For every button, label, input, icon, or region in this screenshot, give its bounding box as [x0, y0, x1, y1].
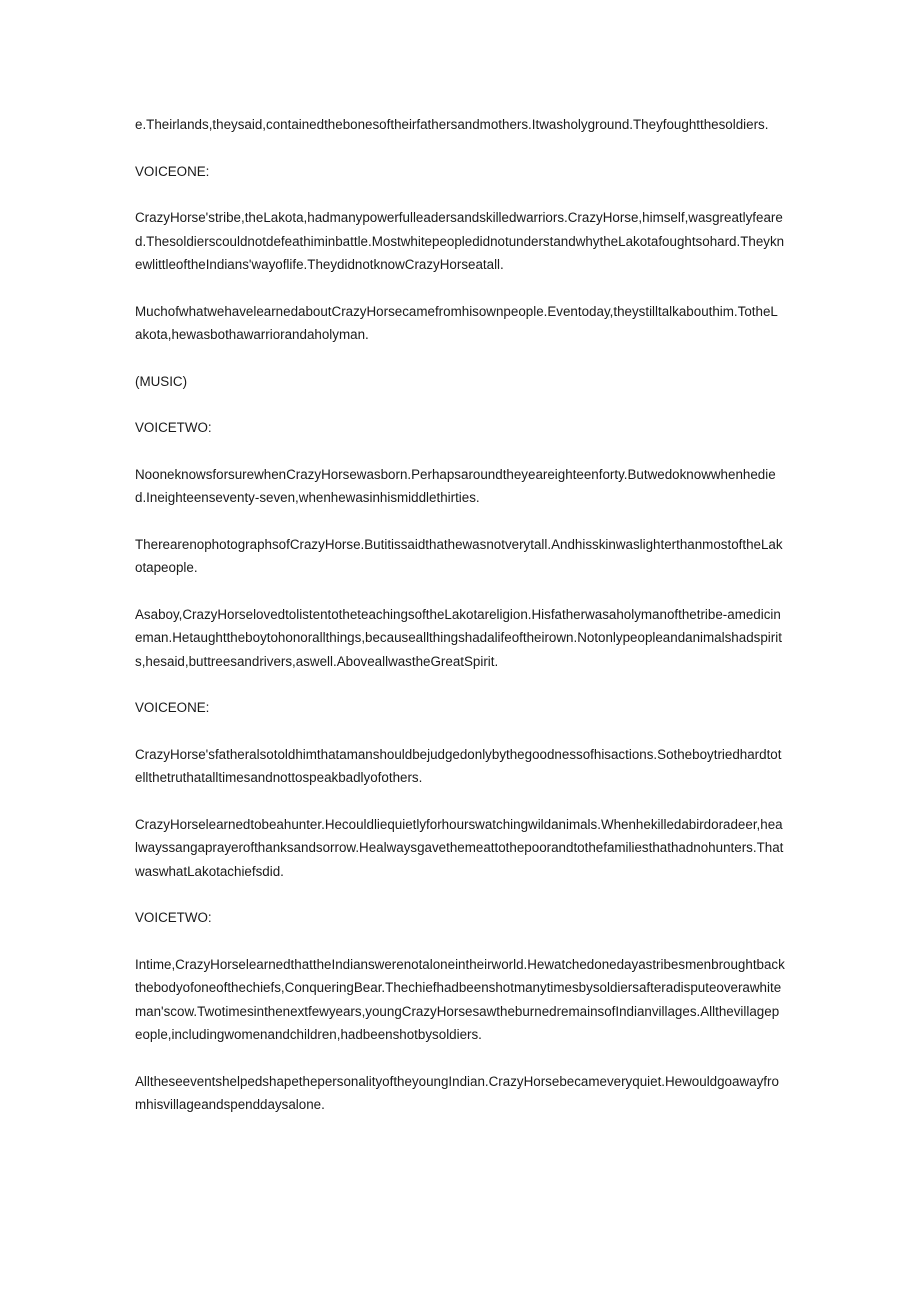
- paragraph-birth: NooneknowsforsurewhenCrazyHorsewasborn.Perhapsaroundtheyeareighteenforty.Butwedoknowwhenhedied.Ineighteenseventy-seven,whenhewasinhismiddlethirties.: [135, 466, 776, 506]
- paragraph-hunter: CrazyHorselearnedtobeahunter.Hecouldliequietlyforhourswatchingwildanimals.Whenhekilledabirdoradeer,healwayssangaprayerofthanksandsorrow.Healwaysgavethemeattothepoorandtothefamiliesthathadnohunters.ThatwaswhatLakotachiefsdid.: [135, 816, 784, 879]
- paragraph-appearance: TherearenophotographsofCrazyHorse.Butitissaidthathewasnotverytall.AndhisskinwaslighterthanmostoftheLakotapeople.: [135, 536, 783, 576]
- paragraph-father-teaching: CrazyHorse'sfatheralsotoldhimthatamanshouldbejudgedonlybythegoodnessofhisactions.Sotheboytriedhardtotellthetruthatalltimesandnottospeakbadlyofothers.: [135, 746, 782, 786]
- paragraph-personality: AlltheseeventshelpedshapethepersonalityoftheyoungIndian.CrazyHorsebecameveryquiet.Hewouldgoawayfromhisvillageandspenddaysalone.: [135, 1073, 779, 1112]
- music-cue: (MUSIC): [135, 373, 188, 389]
- paragraph-opening: e.Theirlands,theysaid,containedthebonesoftheirfathersandmothers.Itwasholyground.Theyfoughtthesoldiers.: [135, 117, 769, 132]
- speaker-label-voice-one: VOICEONE:: [135, 700, 210, 716]
- speaker-label-voice-one: VOICEONE:: [135, 163, 210, 179]
- paragraph-own-people: MuchofwhatwehavelearnedaboutCrazyHorsecamefromhisownpeople.Eventoday,theystilltalkabouthim.TotheLakota,hewasbothawarriorandaholyman.: [135, 303, 778, 342]
- paragraph-not-alone: Intime,CrazyHorselearnedthattheIndianswerenotaloneintheirworld.Hewatchedonedayastribesmenbroughtbackthebodyofoneofthechiefs,ConqueringBear.Thechiefhadbeenshotmanytimesbysoldiersafteradisputeoverawhiteman'scow.Twotimesinthenextfewyears,youngCrazyHorsesawtheburnedremainsofIndianvillages.Allthevillagepeople,includingwomenandchildren,hadbeenshotbysoldiers.: [135, 956, 785, 1042]
- paragraph-religion: Asaboy,CrazyHorselovedtolistentotheteachingsoftheLakotareligion.Hisfatherwasaholymanofthetribe-amedicineman.Hetaughttheboytohonorallthings,becauseallthingshadalifeoftheirown.Notonlypeopleandanimalshadspirits,hesaid,buttreesandrivers,aswell.AboveallwastheGreatSpirit.: [135, 606, 782, 669]
- paragraph-lakota-tribe: CrazyHorse'stribe,theLakota,hadmanypowerfulleadersandskilledwarriors.CrazyHorse,himself,wasgreatlyfeared.Thesoldierscouldnotdefeathiminbattle.MostwhitepeopledidnotunderstandwhytheLakotafoughtsohard.TheyknewlittleoftheIndians'wayoflife.TheydidnotknowCrazyHorseatall.: [135, 210, 785, 272]
- document-body: [135, 113, 785, 1140]
- speaker-label-voice-two: VOICETWO:: [135, 910, 212, 926]
- speaker-label-voice-two: VOICETWO:: [135, 420, 212, 436]
